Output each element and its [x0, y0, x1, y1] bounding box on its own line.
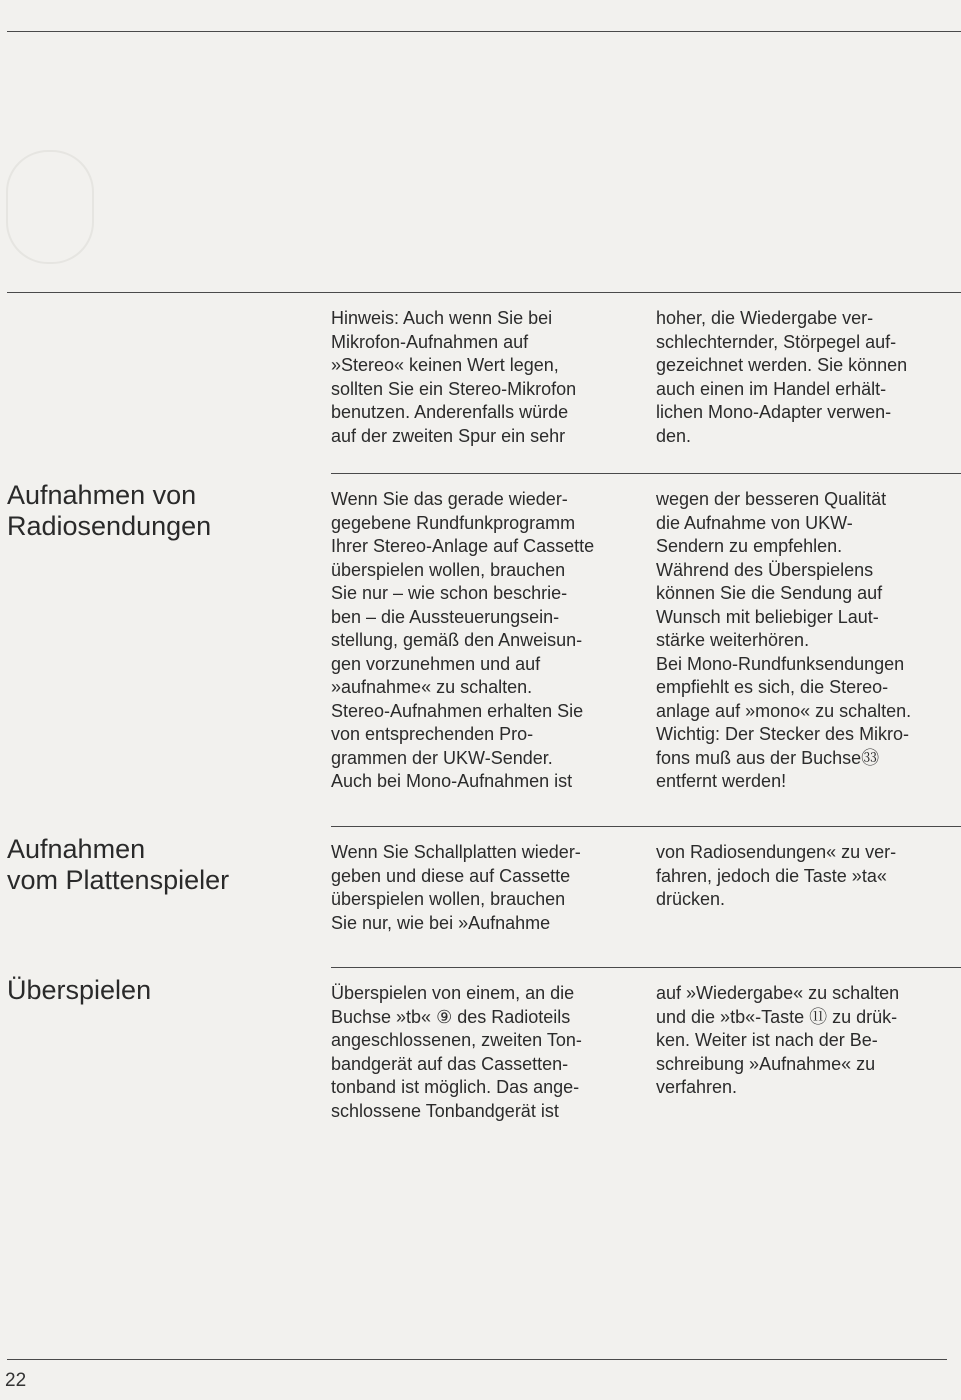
page-number: 22	[5, 1370, 27, 1391]
radio-text-right: wegen der besseren Qualität die Aufnahme von UKW- Sendern zu empfehlen. Während des Überspielens können Sie die Sendung auf Wunsch mit beliebiger Laut- stärke weiterhören. Bei Mono-Rundfunksendungen empfiehlt es sich, die Stereo- anlage auf »mono« zu schalten. Wichtig: Der Stecker des Mikro- fons muß aus der Buchse㉝ entfernt werden!	[656, 489, 912, 791]
radio-text-left: Wenn Sie das gerade wieder- gegebene Rundfunkprogramm Ihrer Stereo-Anlage auf Cassette überspielen wollen, brauchen Sie nur – wie schon beschrie- ben – die Aussteuerungsein- stellung, gemäß den Anweisun- gen vorzunehmen und auf »aufnahme« zu schalten. Stereo-Aufnahmen erhalten Sie von entsprechenden Pro- grammen der UKW-Sender. Auch bei Mono-Aufnahmen ist	[331, 489, 595, 791]
section-rule-ueberspielen	[331, 967, 961, 968]
heading-aufnahmen-radiosendungen: Aufnahmen von Radiosendungen	[7, 480, 212, 541]
section-rule-plattenspieler	[331, 826, 961, 827]
heading-ueberspielen: Überspielen	[7, 975, 152, 1005]
plattenspieler-text-left: Wenn Sie Schallplatten wieder- geben und diese auf Cassette überspielen wollen, brauchen Sie nur, wie bei »Aufnahme	[331, 842, 581, 933]
heading-aufnahmen-plattenspieler: Aufnahmen vom Plattenspieler	[7, 834, 230, 895]
hinweis-text-right: hoher, die Wiedergabe ver- schlechternder, Störpegel auf- gezeichnet werden. Sie können auch einen im Handel erhält- lichen Mono-Adapter verwen- den.	[656, 308, 908, 446]
section-rule-radio	[331, 473, 961, 474]
section-rule-intro	[7, 292, 961, 293]
hinweis-text-left: Hinweis: Auch wenn Sie bei Mikrofon-Aufnahmen auf »Stereo« keinen Wert legen, sollten Sie ein Stereo-Mikrofon benutzen. Anderenfalls würde auf der zweiten Spur ein sehr	[331, 308, 577, 446]
plattenspieler-text-right: von Radiosendungen« zu ver- fahren, jedoch die Taste »ta« drücken.	[656, 842, 897, 909]
ueberspielen-text-right: auf »Wiedergabe« zu schalten und die »tb«-Taste ⑪ zu drük- ken. Weiter ist nach der Be- schreibung »Aufnahme« zu verfahren.	[656, 983, 900, 1097]
background-watermark-3	[6, 150, 94, 264]
top-rule	[7, 31, 961, 32]
bottom-rule	[7, 1359, 947, 1360]
ueberspielen-text-left: Überspielen von einem, an die Buchse »tb« ⑨ des Radioteils angeschlossenen, zweiten Ton- bandgerät auf das Cassetten- tonband ist möglich. Das ange- schlossene Tonbandgerät ist	[331, 983, 582, 1121]
